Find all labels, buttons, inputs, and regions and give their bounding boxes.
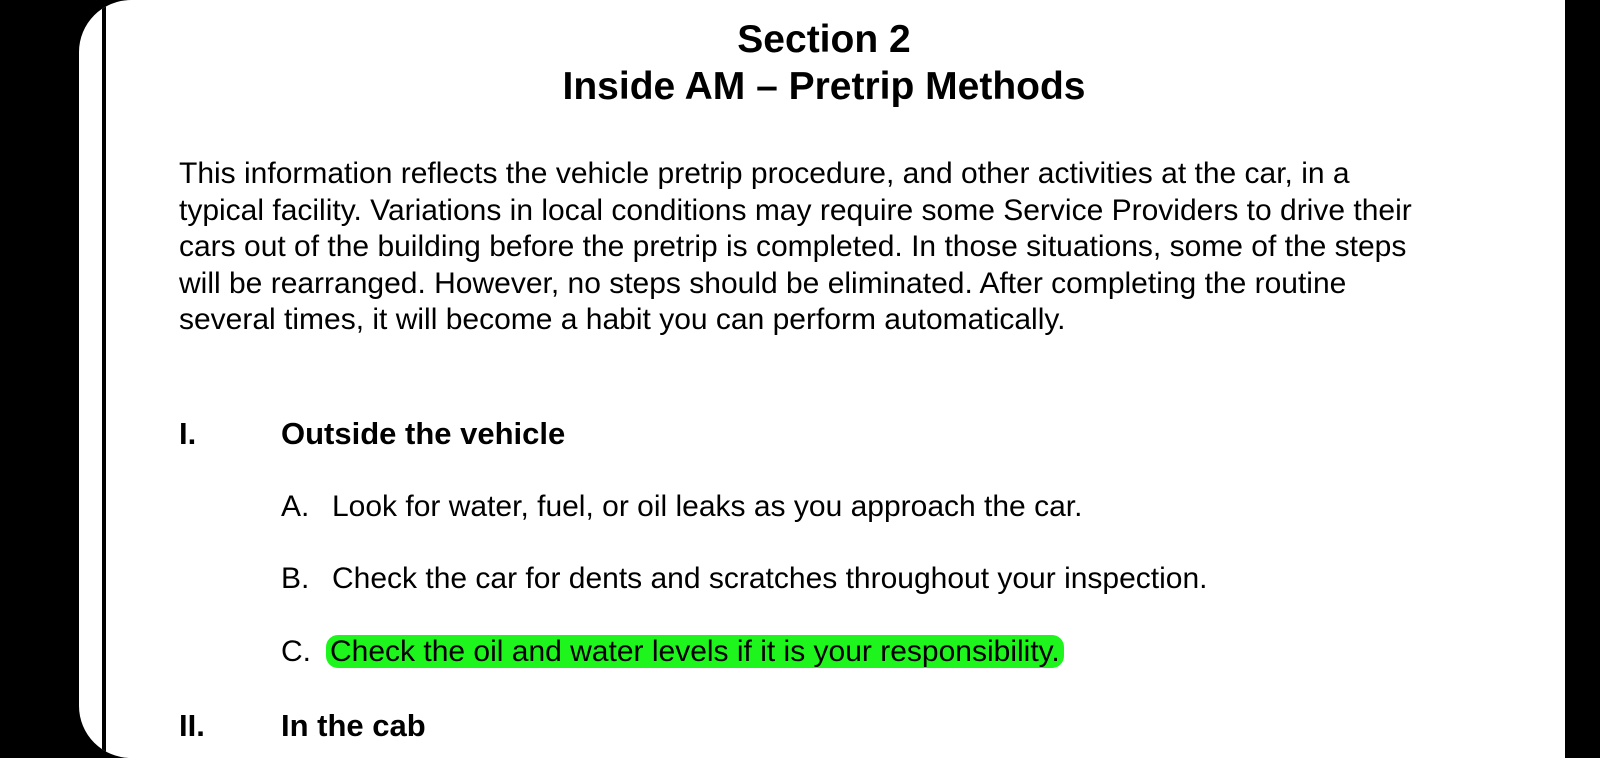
document-page <box>79 0 1569 758</box>
section-number: II. <box>179 708 205 743</box>
list-item-letter: A. <box>281 490 310 523</box>
section-heading-text: In the cab <box>281 708 426 743</box>
list-item-letter: B. <box>281 562 310 595</box>
right-border-rule <box>1565 0 1570 758</box>
intro-line: This information reflects the vehicle pretrip procedure, and other activities at the car, in a <box>179 157 1350 190</box>
section-number: I. <box>179 416 197 451</box>
left-margin-rule <box>102 6 106 758</box>
intro-paragraph <box>179 156 1569 339</box>
section-heading-outside-vehicle <box>179 416 565 452</box>
list-item-text: Look for water, fuel, or oil leaks as you approach the car. <box>332 490 1083 523</box>
intro-line: cars out of the building before the pretrip is completed. In those situations, some of the steps <box>179 230 1407 263</box>
list-item <box>281 634 1064 670</box>
page-title <box>79 16 1569 110</box>
title-section-name: Inside AM – Pretrip Methods <box>562 65 1086 108</box>
list-item-letter: C. <box>281 635 311 668</box>
list-item <box>281 561 1208 597</box>
intro-line: will be rearranged. However, no steps should be eliminated. After completing the routine <box>179 266 1347 300</box>
intro-line: typical facility. Variations in local conditions may require some Service Providers to drive their <box>179 193 1412 227</box>
list-item <box>281 489 1082 525</box>
section-heading-in-the-cab <box>179 708 426 744</box>
section-heading-text: Outside the vehicle <box>281 416 566 451</box>
highlighted-list-item-text: Check the oil and water levels if it is your responsibility. <box>326 635 1064 668</box>
intro-line: several times, it will become a habit you can perform automatically. <box>179 303 1066 336</box>
list-item-text: Check the car for dents and scratches throughout your inspection. <box>332 562 1208 595</box>
title-section-number: Section 2 <box>737 18 911 61</box>
